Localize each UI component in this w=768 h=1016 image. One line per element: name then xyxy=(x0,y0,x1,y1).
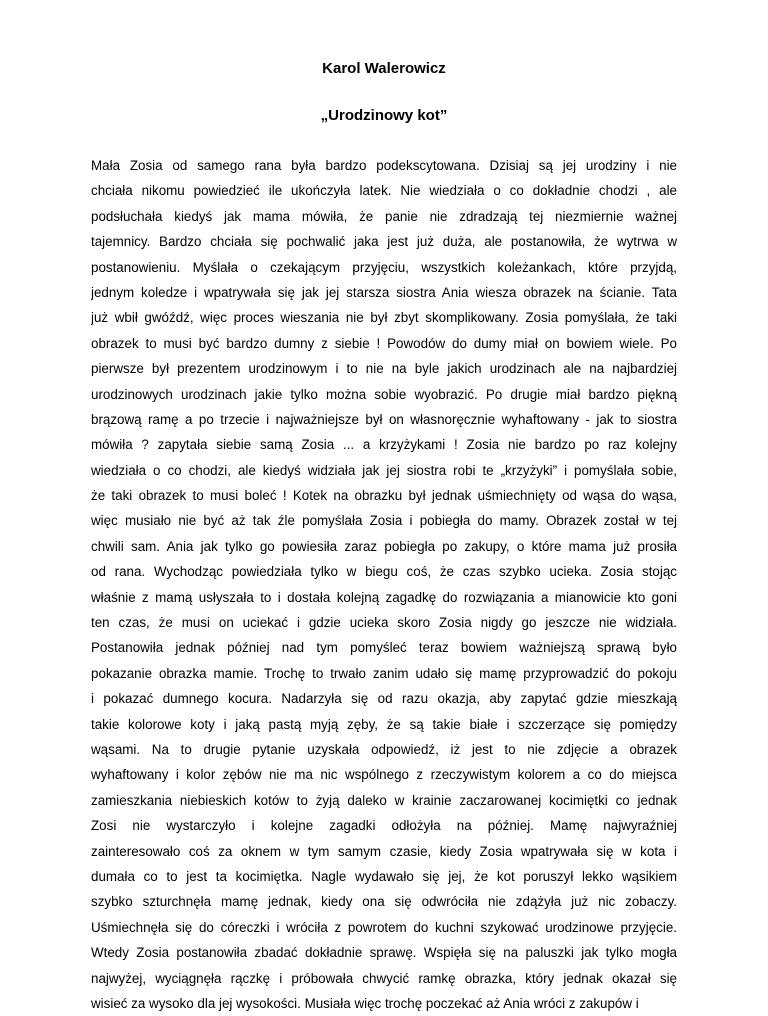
story-title: „Urodzinowy kot” xyxy=(320,107,448,124)
text-line: że taki obrazek to musi boleć ! Kotek na obrazku był jednak uśmiechnięty od wąsa do wąsa, xyxy=(91,488,677,504)
text-line: wąsami. Na to drugie pytanie uzyskała odpowiedź, iż jest to nie zdjęcie a obrazek xyxy=(91,741,677,757)
text-line: Uśmiechnęła się do córeczki i wróciła z powrotem do kuchni szykować urodzinowe przyjęcie. xyxy=(91,919,677,935)
text-line: Wtedy Zosia postanowiła zbadać dokładnie sprawę. Wspięła się na paluszki jak tylko mogła xyxy=(91,945,677,961)
text-line: brązową ramę a po trzecie i najważniejsze był on własnoręcznie wyhaftowany - jak to siostra xyxy=(91,411,677,427)
text-line: zamieszkania niebieskich kotów to żyją daleko w krainie zaczarowanej kocimiętki co jednak xyxy=(91,792,677,808)
text-line: takie kolorowe koty i jaką pastą myją zęby, że są takie białe i szczerzące się pomiędzy xyxy=(91,716,677,732)
text-line: już wbił gwóźdź, więc proces wieszania nie był zbyt skomplikowany. Zosia pomyślała, że taki xyxy=(91,310,677,326)
text-line: właśnie z mamą usłyszała to i dostała kolejną zagadkę do rozwiązania a mianowicie kto goni xyxy=(91,589,677,605)
text-line: chwili sam. Ania jak tylko go powiesiła zaraz pobiegła po zakupy, o które mama już prosiła xyxy=(91,538,677,554)
text-line: od rana. Wychodząc powiedziała tylko w biegu coś, że czas szybko ucieka. Zosia stojąc xyxy=(91,564,677,580)
text-line: wiedziała o co chodzi, ale kiedyś widziała jak jej siostra robi te „krzyżyki” i pomyślała sobie, xyxy=(91,462,677,478)
text-line: wyhaftowany i kolor zębów nie ma nic wspólnego z rzeczywistym kolorem a co do miejsca xyxy=(91,767,677,783)
text-line: Zosi nie wystarczyło i kolejne zagadki odłożyła na później. Mamę najwyraźniej xyxy=(91,818,677,834)
text-line: zainteresowało coś za oknem w tym samym czasie, kiedy Zosia wpatrywała się w kota i xyxy=(91,843,677,859)
text-line: wisieć za wysoko dla jej wysokości. Musiała więc trochę poczekać aż Ania wróci z zakupów i xyxy=(91,995,639,1011)
text-line: mówiła ? zapytała siebie samą Zosia ... a krzyżykami ! Zosia nie bardzo po raz kolejny xyxy=(91,437,677,453)
text-line: jednym koledze i wpatrywała się jak jej starsza siostra Ania wiesza obrazek na ścianie. Tata xyxy=(91,284,677,300)
author-name: Karol Walerowicz xyxy=(322,60,446,77)
text-line: dumała co to jest ta kocimiętka. Nagle wydawało się jej, że kot poruszył lekko wąsikiem xyxy=(91,868,677,884)
text-line: chciała nikomu powiedzieć ile ukończyła latek. Nie wiedziała o co dokładnie chodzi , ale xyxy=(91,183,677,199)
story-body xyxy=(91,153,677,1016)
text-line: szybko szturchnęła mamę jednak, kiedy ona się odwróciła nie zdążyła już nic zobaczy. xyxy=(91,894,677,910)
text-line: obrazek to musi być bardzo dumny z siebie ! Powodów do dumy miał on bowiem wiele. Po xyxy=(91,335,677,351)
text-line: Mała Zosia od samego rana była bardzo podekscytowana. Dzisiaj są jej urodziny i nie xyxy=(91,158,677,173)
text-line: najwyżej, wyciągnęła rączkę i próbowała chwycić ramkę obrazka, który jednak okazał się xyxy=(91,970,677,986)
text-line: urodzinowych urodzinach jakie tylko można sobie wyobrazić. Po drugie miał bardzo piękną xyxy=(91,386,677,402)
text-line: ten czas, że musi on uciekać i gdzie ucieka skoro Zosia nigdy go jeszcze nie widziała. xyxy=(91,615,677,631)
text-line: i pokazać dumnego kocura. Nadarzyła się od razu okazja, aby zapytać gdzie mieszkają xyxy=(91,691,677,707)
text-line: pierwsze był prezentem urodzinowym i to nie na byle jakich urodzinach ale na najbardziej xyxy=(91,361,677,377)
text-line: podsłuchała kiedyś jak mama mówiła, że panie nie zdradzają tej niezmiernie ważnej xyxy=(91,208,677,224)
text-line: pokazanie obrazka mamie. Trochę to trwało zanim udało się mamę przyprowadzić do pokoju xyxy=(91,665,677,681)
text-line: tajemnicy. Bardzo chciała się pochwalić jaka jest już duża, ale postanowiła, że wytrwa w xyxy=(91,234,677,250)
text-line: Postanowiła jednak później nad tym pomyśleć teraz bowiem ważniejszą sprawą było xyxy=(91,640,677,656)
text-line: postanowieniu. Myślała o czekającym przyjęciu, wszystkich koleżankach, które przyjdą, xyxy=(91,259,677,275)
text-line: więc musiało nie być aż tak źle pomyślała Zosia i pobiegła do mamy. Obrazek został w tej xyxy=(91,513,677,529)
